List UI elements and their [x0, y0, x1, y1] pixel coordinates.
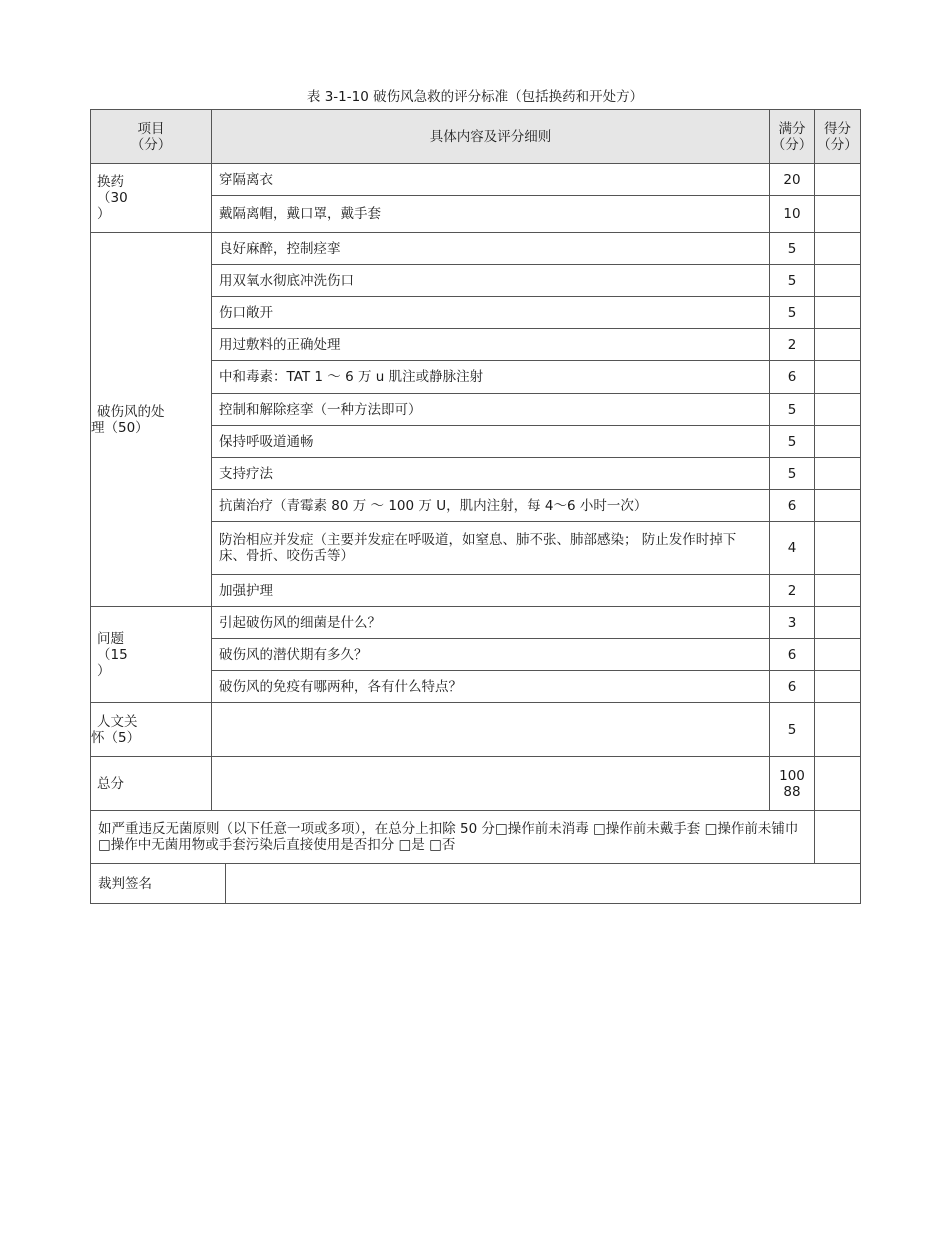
row-score-field[interactable] [815, 164, 861, 196]
row-content: 良好麻醉，控制痉挛 [212, 233, 770, 265]
row-score-field[interactable] [815, 522, 861, 575]
row-score-field[interactable] [815, 458, 861, 490]
row-content: 破伤风的潜伏期有多久？ [212, 639, 770, 671]
row-max-score: 6 [770, 639, 815, 671]
header-max-score [770, 110, 815, 164]
row-max-score: 2 [770, 575, 815, 607]
total-max-line1: 100 [779, 767, 805, 784]
row-max-score: 4 [770, 522, 815, 575]
deduction-text: 如严重违反无菌原则（以下任意一项或多项），在总分上扣除 50 分□操作前未消毒 □操作前未戴手套 □操作前未铺巾 □操作中无菌用物或手套污染后直接使用是否扣分 □是 □否 [91, 811, 815, 864]
total-label: 总分 [91, 757, 212, 811]
table-row [91, 703, 861, 757]
total-max-line2: 88 [783, 783, 801, 800]
table-row [91, 164, 861, 196]
header-got-score [815, 110, 861, 164]
row-score-field[interactable] [815, 329, 861, 361]
row-score-field[interactable] [815, 233, 861, 265]
row-content: 用过敷料的正确处理 [212, 329, 770, 361]
judge-signature-label: 裁判签名 [91, 864, 226, 904]
row-max-score: 5 [770, 703, 815, 757]
row-max-score: 5 [770, 297, 815, 329]
category-humanistic-care [91, 703, 212, 757]
row-content: 保持呼吸道通畅 [212, 426, 770, 458]
row-score-field[interactable] [815, 196, 861, 233]
header-item [91, 110, 212, 164]
row-score-field[interactable] [815, 575, 861, 607]
judge-row [91, 864, 861, 904]
row-content: 用双氧水彻底冲洗伤口 [212, 265, 770, 297]
row-content: 抗菌治疗（青霉素 80 万 ～ 100 万 U，肌内注射，每 4～6 小时一次） [212, 490, 770, 522]
row-score-field[interactable] [815, 426, 861, 458]
row-content: 伤口敞开 [212, 297, 770, 329]
row-content: 防治相应并发症（主要并发症在呼吸道，如窒息、肺不张、肺部感染； 防止发作时掉下床、骨折、咬伤舌等） [212, 522, 770, 575]
row-content [212, 703, 770, 757]
category-line: 换药 [97, 174, 124, 190]
row-content: 控制和解除痉挛（一种方法即可） [212, 394, 770, 426]
row-score-field[interactable] [815, 394, 861, 426]
header-row [91, 110, 861, 164]
row-max-score: 10 [770, 196, 815, 233]
scoring-table [90, 109, 861, 904]
table-row [91, 233, 861, 265]
category-line: （30 [97, 190, 128, 206]
category-line: ） [97, 206, 111, 222]
category-questions [91, 607, 212, 703]
row-score-field[interactable] [815, 703, 861, 757]
row-content: 中和毒素：TAT 1 ～ 6 万 u 肌注或静脉注射 [212, 361, 770, 394]
category-line: 怀（5） [91, 729, 141, 746]
row-max-score: 20 [770, 164, 815, 196]
row-content: 破伤风的免疫有哪两种，各有什么特点？ [212, 671, 770, 703]
row-max-score: 5 [770, 426, 815, 458]
category-line: 人文关 [97, 713, 138, 730]
category-line: 问题 [97, 630, 124, 647]
row-score-field[interactable] [815, 639, 861, 671]
row-content: 支持疗法 [212, 458, 770, 490]
category-line: （15 [97, 646, 128, 663]
row-score-field[interactable] [815, 607, 861, 639]
header-max-line2: （分） [771, 136, 813, 153]
row-content: 加强护理 [212, 575, 770, 607]
row-max-score: 5 [770, 265, 815, 297]
category-treatment [91, 233, 212, 607]
row-content: 穿隔离衣 [212, 164, 770, 196]
row-content: 引起破伤风的细菌是什么？ [212, 607, 770, 639]
row-max-score: 5 [770, 458, 815, 490]
row-max-score: 6 [770, 490, 815, 522]
category-dressing [91, 164, 212, 233]
total-max-score [770, 757, 815, 811]
header-item-line1: 项目 [137, 120, 165, 137]
row-max-score: 6 [770, 361, 815, 394]
total-content [212, 757, 770, 811]
row-score-field[interactable] [815, 490, 861, 522]
table-row [91, 607, 861, 639]
row-max-score: 2 [770, 329, 815, 361]
header-content: 具体内容及评分细则 [212, 110, 770, 164]
row-max-score: 5 [770, 233, 815, 265]
row-score-field[interactable] [815, 297, 861, 329]
row-content: 戴隔离帽，戴口罩，戴手套 [212, 196, 770, 233]
header-got-line2: （分） [817, 136, 858, 153]
deduction-row [91, 811, 861, 864]
row-max-score: 6 [770, 671, 815, 703]
row-max-score: 5 [770, 394, 815, 426]
header-max-line1: 满分 [778, 120, 806, 137]
header-item-line2: （分） [130, 136, 172, 153]
row-score-field[interactable] [815, 265, 861, 297]
category-line: 破伤风的处 [97, 403, 165, 420]
row-score-field[interactable] [815, 671, 861, 703]
table-title: 表 3-1-10 破伤风急救的评分标准（包括换药和开处方） [306, 89, 644, 105]
total-row [91, 757, 861, 811]
category-line: ） [97, 662, 111, 679]
total-score-field[interactable] [815, 757, 861, 811]
row-max-score: 3 [770, 607, 815, 639]
deduction-score-field[interactable] [815, 811, 861, 864]
category-line: 理（50） [91, 419, 149, 436]
header-got-line1: 得分 [824, 120, 851, 137]
row-score-field[interactable] [815, 361, 861, 394]
judge-signature-field[interactable] [226, 864, 861, 904]
